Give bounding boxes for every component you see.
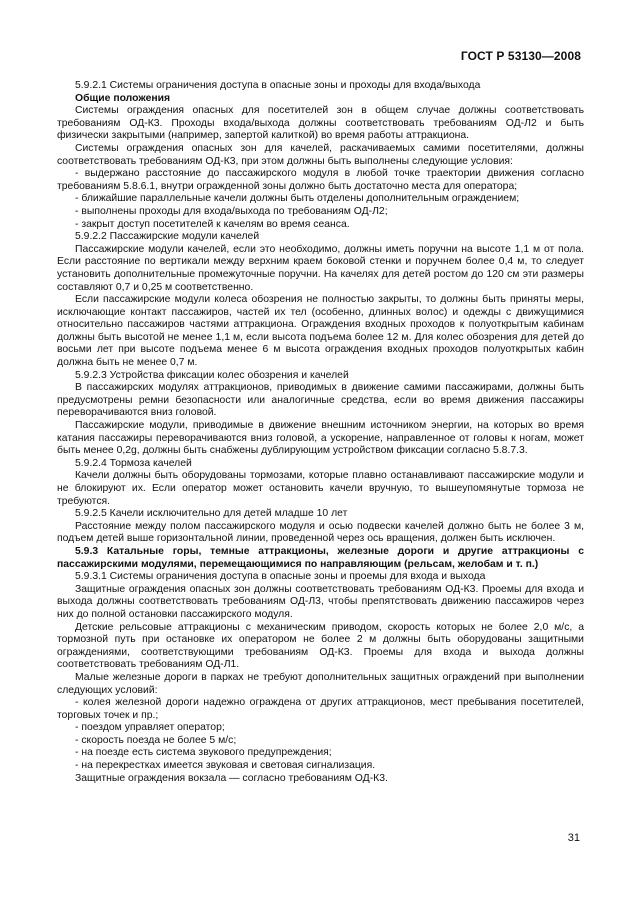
paragraph: Пассажирские модули качелей, если это необходимо, должны иметь поручни на высоте 1,1 м от пола. Если расстояние по вертикали между верхним краем боковой стенки и поручнем более 0,4 м, то следует установить дополнительные промежуточные поручни. На качелях для детей ростом до 120 см эти размеры составляют 0,7 и 0,25 м соответственно. bbox=[57, 243, 584, 293]
paragraph: - поездом управляет оператор; bbox=[75, 722, 225, 734]
paragraph: Качели должны быть оборудованы тормозами, которые плавно останавливают пассажирские модули и не блокируют их. Если оператор может остановить качели вручную, то вышеупомянутые тормоза не требуются. bbox=[57, 470, 584, 507]
paragraph: 5.9.2.3 Устройства фиксации колес обозрения и качелей bbox=[75, 369, 349, 381]
paragraph: - скорость поезда не более 5 м/с; bbox=[75, 734, 237, 746]
paragraph: - выполнены проходы для входа/выхода по требованиям ОД-Л2; bbox=[75, 205, 388, 217]
paragraph: 5.9.2.4 Тормоза качелей bbox=[75, 457, 192, 469]
paragraph: Защитные ограждения опасных зон должны соответствовать требованиям ОД-К3. Проемы для входа и выхода должны соответствовать требованиям ОД-Л3, чтобы препятствовать движению пассажиров через них до полной остановки пассажирского модуля. bbox=[57, 583, 584, 620]
paragraph: - на поезде есть система звукового предупреждения; bbox=[75, 747, 332, 759]
paragraph: Если пассажирские модули колеса обозрения не полностью закрыты, то должны быть приняты меры, исключающие контакт пассажиров, частей их тел (особенно, длинных волос) и одежды с движущимися относительно пассажиров частями аттракциона. Ограждения входных проходов к полуоткрытым кабинам должны быть высотой не менее 1,1 м, если высота подъема более 12 м. Для колес обозрения для детей до восьми лет при высоте подъема менее 6 м высота ограждения входных проходов полуоткрытых кабин должна быть не менее 0,7 м. bbox=[57, 294, 584, 369]
section-title: 5.9.3 Катальные горы, темные аттракционы, железные дороги и другие аттракционы с пассажирскими модулями, перемещающимися по направляющим (рельсам, желобам и т. п.) bbox=[57, 545, 584, 570]
section-heading: Общие положения bbox=[75, 92, 171, 104]
paragraph: Детские рельсовые аттракционы с механическим приводом, скорость которых не более 2,0 м/с, а тормозной путь при остановке их оператором не более 2 м должны быть оборудованы защитными ограждениями, соответствующими требованиям ОД-К3. Проемы для входа и выхода должны соответствовать требованиям ОД-Л1. bbox=[57, 621, 584, 671]
paragraph: 5.9.3.1 Системы ограничения доступа в опасные зоны и проемы для входа и выхода bbox=[75, 571, 486, 583]
paragraph: Системы ограждения опасных для посетителей зон в общем случае должны соответствовать требованиям ОД-К3. Проходы входа/выхода должны соответствовать требованиям ОД-Л2 и быть физически закрытыми (например, запертой калиткой) во время работы аттракциона. bbox=[57, 105, 584, 142]
paragraph: 5.9.2.1 Системы ограничения доступа в опасные зоны и проходы для входа/выхода bbox=[75, 80, 481, 91]
page-body bbox=[57, 80, 584, 785]
paragraph: Защитные ограждения вокзала — согласно требованиям ОД-К3. bbox=[75, 772, 388, 784]
paragraph: Системы ограждения опасных зон для качелей, раскачиваемых самими посетителями, должны соответствовать требованиям ОД-К3, при этом должны быть выполнены следующие условия: bbox=[57, 142, 584, 167]
paragraph: - колея железной дороги надежно ограждена от других аттракционов, мест пребывания посетителей, торговых точек и пр.; bbox=[57, 697, 584, 721]
paragraph: - выдержано расстояние до пассажирского модуля в любой точке траектории движения согласно требованиям 5.8.6.1, внутри огражденной зоны должно быть достаточно места для оператора; bbox=[57, 168, 584, 192]
page-number: 31 bbox=[567, 832, 580, 844]
paragraph: - закрыт доступ посетителей к качелям во время сеанса. bbox=[75, 218, 350, 230]
paragraph: 5.9.2.5 Качели исключительно для детей младше 10 лет bbox=[75, 508, 348, 520]
paragraph: В пассажирских модулях аттракционов, приводимых в движение самими пассажирами, должны быть предусмотрены ремни безопасности или аналогичные средства, если во время движения пассажиры переворачиваются вниз головой. bbox=[57, 382, 584, 419]
document-id-header: ГОСТ Р 53130—2008 bbox=[460, 49, 581, 63]
paragraph: Пассажирские модули, приводимые в движение внешним источником энергии, на которых во время катания пассажиры переворачиваются вниз головой, а ускорение, направленное от головы к ногам, может быть менее 0,2g, должны быть снабжены дублирующим устройством фиксации согласно 5.8.7.3. bbox=[57, 420, 584, 457]
paragraph: - на перекрестках имеется звуковая и световая сигнализация. bbox=[75, 760, 376, 772]
paragraph: 5.9.2.2 Пассажирские модули качелей bbox=[75, 231, 260, 243]
paragraph: Малые железные дороги в парках не требуют дополнительных защитных ограждений при выполнении следующих условий: bbox=[57, 671, 584, 696]
paragraph: Расстояние между полом пассажирского модуля и осью подвески качелей должно быть не более 3 м, подъем детей выше горизонтальной линии, проведенной через ось вращения, должен быть исключен. bbox=[57, 520, 584, 545]
paragraph: - ближайшие параллельные качели должны быть отделены дополнительным ограждением; bbox=[75, 193, 520, 205]
